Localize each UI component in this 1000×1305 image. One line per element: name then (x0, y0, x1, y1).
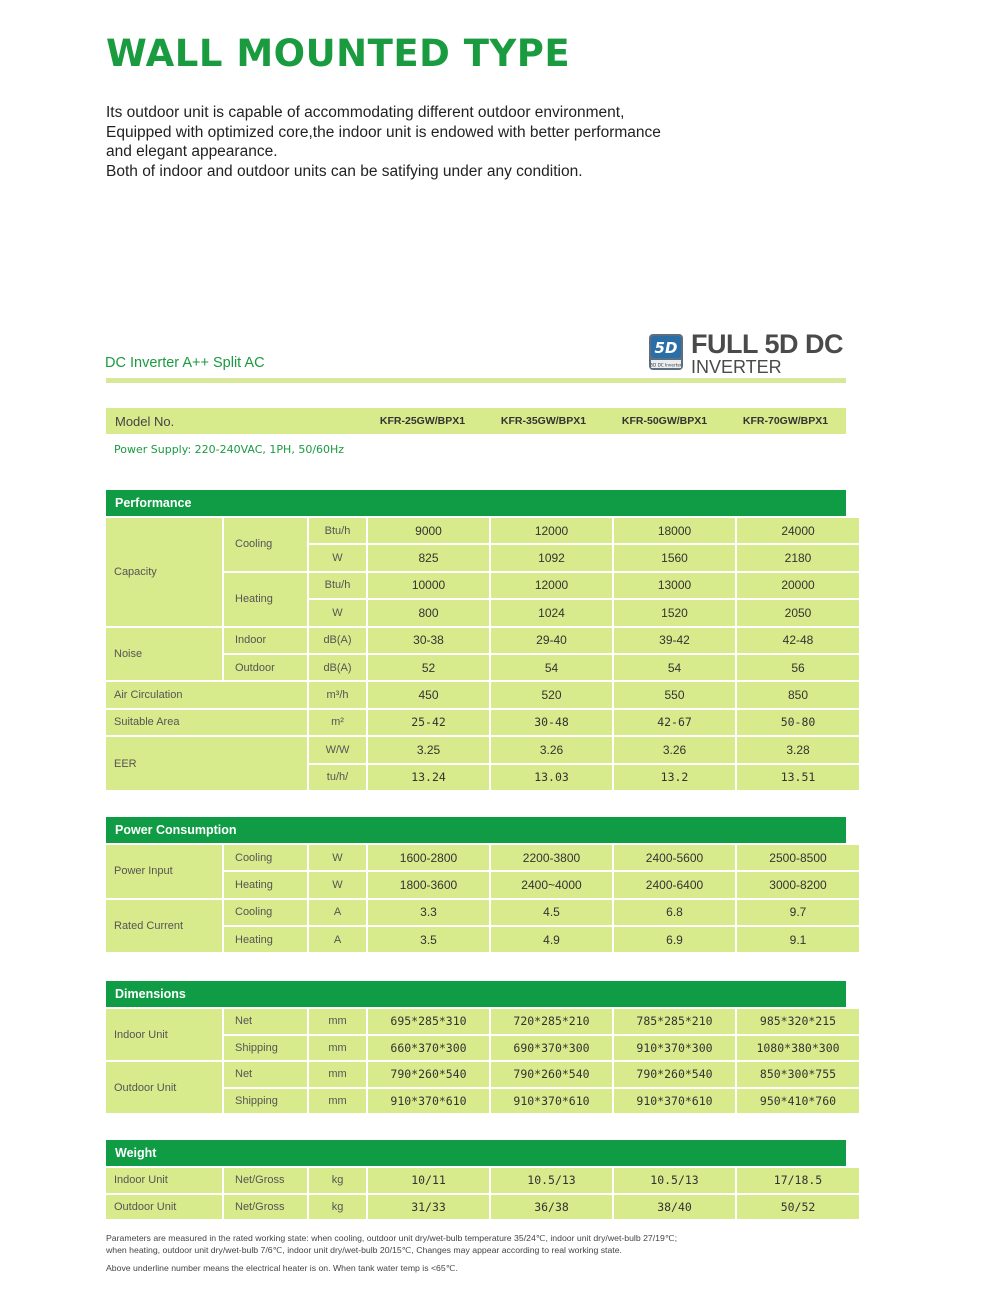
unit-cell: Btu/h (309, 518, 366, 543)
value-cell: 18000 (614, 518, 735, 543)
model-header-row (106, 408, 846, 434)
value-cell: 825 (368, 545, 489, 570)
value-cell: 56 (737, 655, 859, 680)
value-cell: 850*300*755 (737, 1062, 859, 1087)
value-cell: 29-40 (491, 628, 612, 653)
value-cell: 1080*380*300 (737, 1036, 859, 1061)
value-cell: 1800-3600 (368, 872, 489, 897)
sub-label-net: Net (224, 1062, 307, 1087)
footnote-line: when heating, outdoor unit dry/wet-bulb 7/6℃, indoor unit dry/wet-bulb 20/15℃, Changes may appear according to real working state. (106, 1245, 622, 1255)
value-cell: 13.51 (737, 765, 859, 790)
value-cell: 13.2 (614, 765, 735, 790)
value-cell: 2400-5600 (614, 845, 735, 870)
product-subtitle: DC Inverter A++ Split AC (105, 355, 265, 371)
value-cell: 10000 (368, 573, 489, 598)
value-cell: 17/18.5 (737, 1168, 859, 1193)
value-cell: 38/40 (614, 1195, 735, 1220)
unit-cell: m³/h (309, 682, 366, 707)
intro-line: Both of indoor and outdoor units can be satifying under any condition. (106, 162, 583, 180)
value-cell: 52 (368, 655, 489, 680)
value-cell: 2400~4000 (491, 872, 612, 897)
value-cell: 30-38 (368, 628, 489, 653)
value-cell: 3.28 (737, 737, 859, 762)
value-cell: 790*260*540 (368, 1062, 489, 1087)
row-label-power-input: Power Input (106, 845, 222, 898)
model-name: KFR-25GW/BPX1 (379, 415, 466, 427)
row-label-eer: EER (106, 737, 307, 790)
sub-label-cooling: Cooling (224, 900, 307, 925)
value-cell: 13000 (614, 573, 735, 598)
sub-label-net-gross: Net/Gross (224, 1168, 307, 1193)
value-cell: 520 (491, 682, 612, 707)
row-label-noise: Noise (106, 628, 222, 681)
intro-line: Its outdoor unit is capable of accommodating different outdoor environment, (106, 104, 625, 121)
model-name: KFR-35GW/BPX1 (500, 415, 587, 427)
unit-cell: dB(A) (309, 655, 366, 680)
value-cell: 985*320*215 (737, 1009, 859, 1034)
value-cell: 9000 (368, 518, 489, 543)
value-cell: 31/33 (368, 1195, 489, 1220)
section-heading: Power Consumption (106, 817, 846, 843)
value-cell: 50-80 (737, 710, 859, 735)
value-cell: 42-67 (614, 710, 735, 735)
sub-label-cooling: Cooling (224, 518, 307, 571)
value-cell: 450 (368, 682, 489, 707)
value-cell: 950*410*760 (737, 1089, 859, 1114)
model-label: Model No. (115, 414, 175, 429)
value-cell: 910*370*610 (614, 1089, 735, 1114)
sub-label-net-gross: Net/Gross (224, 1195, 307, 1220)
model-name: KFR-70GW/BPX1 (742, 415, 829, 427)
performance-section (106, 490, 846, 790)
value-cell: 9.7 (737, 900, 859, 925)
performance-table (106, 518, 846, 790)
footnote-line: Above underline number means the electrical heater is on. When tank water temp is <65℃. (106, 1263, 458, 1273)
footnotes (106, 1232, 846, 1274)
sub-label-shipping: Shipping (224, 1089, 307, 1114)
value-cell: 690*370*300 (491, 1036, 612, 1061)
logo-text-sub: INVERTER (691, 357, 782, 377)
value-cell: 910*370*610 (368, 1089, 489, 1114)
dimensions-table (106, 1009, 846, 1113)
row-label-capacity: Capacity (106, 518, 222, 626)
value-cell: 24000 (737, 518, 859, 543)
value-cell: 910*370*300 (614, 1036, 735, 1061)
value-cell: 12000 (491, 573, 612, 598)
value-cell: 660*370*300 (368, 1036, 489, 1061)
section-heading: Performance (106, 490, 846, 516)
value-cell: 39-42 (614, 628, 735, 653)
row-label-indoor-unit: Indoor Unit (106, 1009, 222, 1060)
unit-cell: A (309, 900, 366, 925)
unit-cell: mm (309, 1009, 366, 1034)
unit-cell: W (309, 845, 366, 870)
row-label-outdoor-unit: Outdoor Unit (106, 1062, 222, 1113)
row-label-outdoor-unit: Outdoor Unit (106, 1195, 222, 1220)
value-cell: 785*285*210 (614, 1009, 735, 1034)
value-cell: 42-48 (737, 628, 859, 653)
unit-cell: kg (309, 1195, 366, 1220)
intro-line: and elegant appearance. (106, 143, 278, 161)
value-cell: 3.26 (491, 737, 612, 762)
sub-label-heating: Heating (224, 573, 307, 626)
value-cell: 550 (614, 682, 735, 707)
row-label-indoor-unit: Indoor Unit (106, 1168, 222, 1193)
value-cell: 6.9 (614, 927, 735, 952)
5d-badge-icon (648, 333, 684, 371)
unit-cell: dB(A) (309, 628, 366, 653)
value-cell: 20000 (737, 573, 859, 598)
header-divider (106, 378, 846, 383)
sub-label-indoor: Indoor (224, 628, 307, 653)
weight-table (106, 1168, 846, 1219)
power-table (106, 845, 846, 952)
unit-cell: A (309, 927, 366, 952)
power-supply-note: Power Supply: 220-240VAC, 1PH, 50/60Hz (114, 443, 345, 456)
value-cell: 10.5/13 (614, 1168, 735, 1193)
intro-text (106, 103, 826, 181)
power-consumption-section (106, 817, 846, 952)
row-label-suitable-area: Suitable Area (106, 710, 307, 735)
sub-label-cooling: Cooling (224, 845, 307, 870)
value-cell: 30-48 (491, 710, 612, 735)
value-cell: 10/11 (368, 1168, 489, 1193)
value-cell: 790*260*540 (614, 1062, 735, 1087)
value-cell: 12000 (491, 518, 612, 543)
value-cell: 1600-2800 (368, 845, 489, 870)
unit-cell: tu/h/ (309, 765, 366, 790)
row-label-air-circulation: Air Circulation (106, 682, 307, 707)
value-cell: 1520 (614, 600, 735, 625)
unit-cell: W (309, 600, 366, 625)
value-cell: 2400-6400 (614, 872, 735, 897)
value-cell: 2180 (737, 545, 859, 570)
value-cell: 910*370*610 (491, 1089, 612, 1114)
value-cell: 3000-8200 (737, 872, 859, 897)
value-cell: 3.5 (368, 927, 489, 952)
value-cell: 54 (614, 655, 735, 680)
footnote-line: Parameters are measured in the rated working state: when cooling, outdoor unit dry/wet-bulb temperature 35/24℃, indoor unit dry/wet-bulb 27/19℃; (106, 1233, 677, 1243)
full-5d-dc-inverter-logo (648, 330, 848, 378)
sub-label-heating: Heating (224, 872, 307, 897)
unit-cell: mm (309, 1062, 366, 1087)
value-cell: 50/52 (737, 1195, 859, 1220)
value-cell: 13.03 (491, 765, 612, 790)
value-cell: 6.8 (614, 900, 735, 925)
value-cell: 800 (368, 600, 489, 625)
row-label-rated-current: Rated Current (106, 900, 222, 953)
sub-label-outdoor: Outdoor (224, 655, 307, 680)
value-cell: 10.5/13 (491, 1168, 612, 1193)
unit-cell: m² (309, 710, 366, 735)
svg-text:5D: 5D (654, 339, 678, 357)
page-title: WALL MOUNTED TYPE (106, 32, 571, 75)
unit-cell: W/W (309, 737, 366, 762)
value-cell: 2200-3800 (491, 845, 612, 870)
value-cell: 36/38 (491, 1195, 612, 1220)
value-cell: 695*285*310 (368, 1009, 489, 1034)
value-cell: 4.9 (491, 927, 612, 952)
value-cell: 3.25 (368, 737, 489, 762)
value-cell: 790*260*540 (491, 1062, 612, 1087)
sub-label-net: Net (224, 1009, 307, 1034)
weight-section (106, 1140, 846, 1219)
value-cell: 720*285*210 (491, 1009, 612, 1034)
model-name: KFR-50GW/BPX1 (621, 415, 708, 427)
unit-cell: mm (309, 1036, 366, 1061)
value-cell: 3.26 (614, 737, 735, 762)
value-cell: 54 (491, 655, 612, 680)
intro-line: Equipped with optimized core,the indoor unit is endowed with better performance (106, 123, 661, 141)
value-cell: 4.5 (491, 900, 612, 925)
section-heading: Weight (106, 1140, 846, 1166)
value-cell: 1560 (614, 545, 735, 570)
unit-cell: W (309, 872, 366, 897)
section-heading: Dimensions (106, 981, 846, 1007)
value-cell: 1024 (491, 600, 612, 625)
unit-cell: mm (309, 1089, 366, 1114)
unit-cell: kg (309, 1168, 366, 1193)
value-cell: 1092 (491, 545, 612, 570)
unit-cell: W (309, 545, 366, 570)
logo-text-main: FULL 5D DC (691, 329, 844, 359)
value-cell: 3.3 (368, 900, 489, 925)
value-cell: 9.1 (737, 927, 859, 952)
value-cell: 2050 (737, 600, 859, 625)
svg-text:5D DC Inverter: 5D DC Inverter (650, 362, 682, 368)
unit-cell: Btu/h (309, 573, 366, 598)
dimensions-section (106, 981, 846, 1113)
value-cell: 13.24 (368, 765, 489, 790)
value-cell: 2500-8500 (737, 845, 859, 870)
value-cell: 25-42 (368, 710, 489, 735)
sub-label-shipping: Shipping (224, 1036, 307, 1061)
sub-label-heating: Heating (224, 927, 307, 952)
value-cell: 850 (737, 682, 859, 707)
